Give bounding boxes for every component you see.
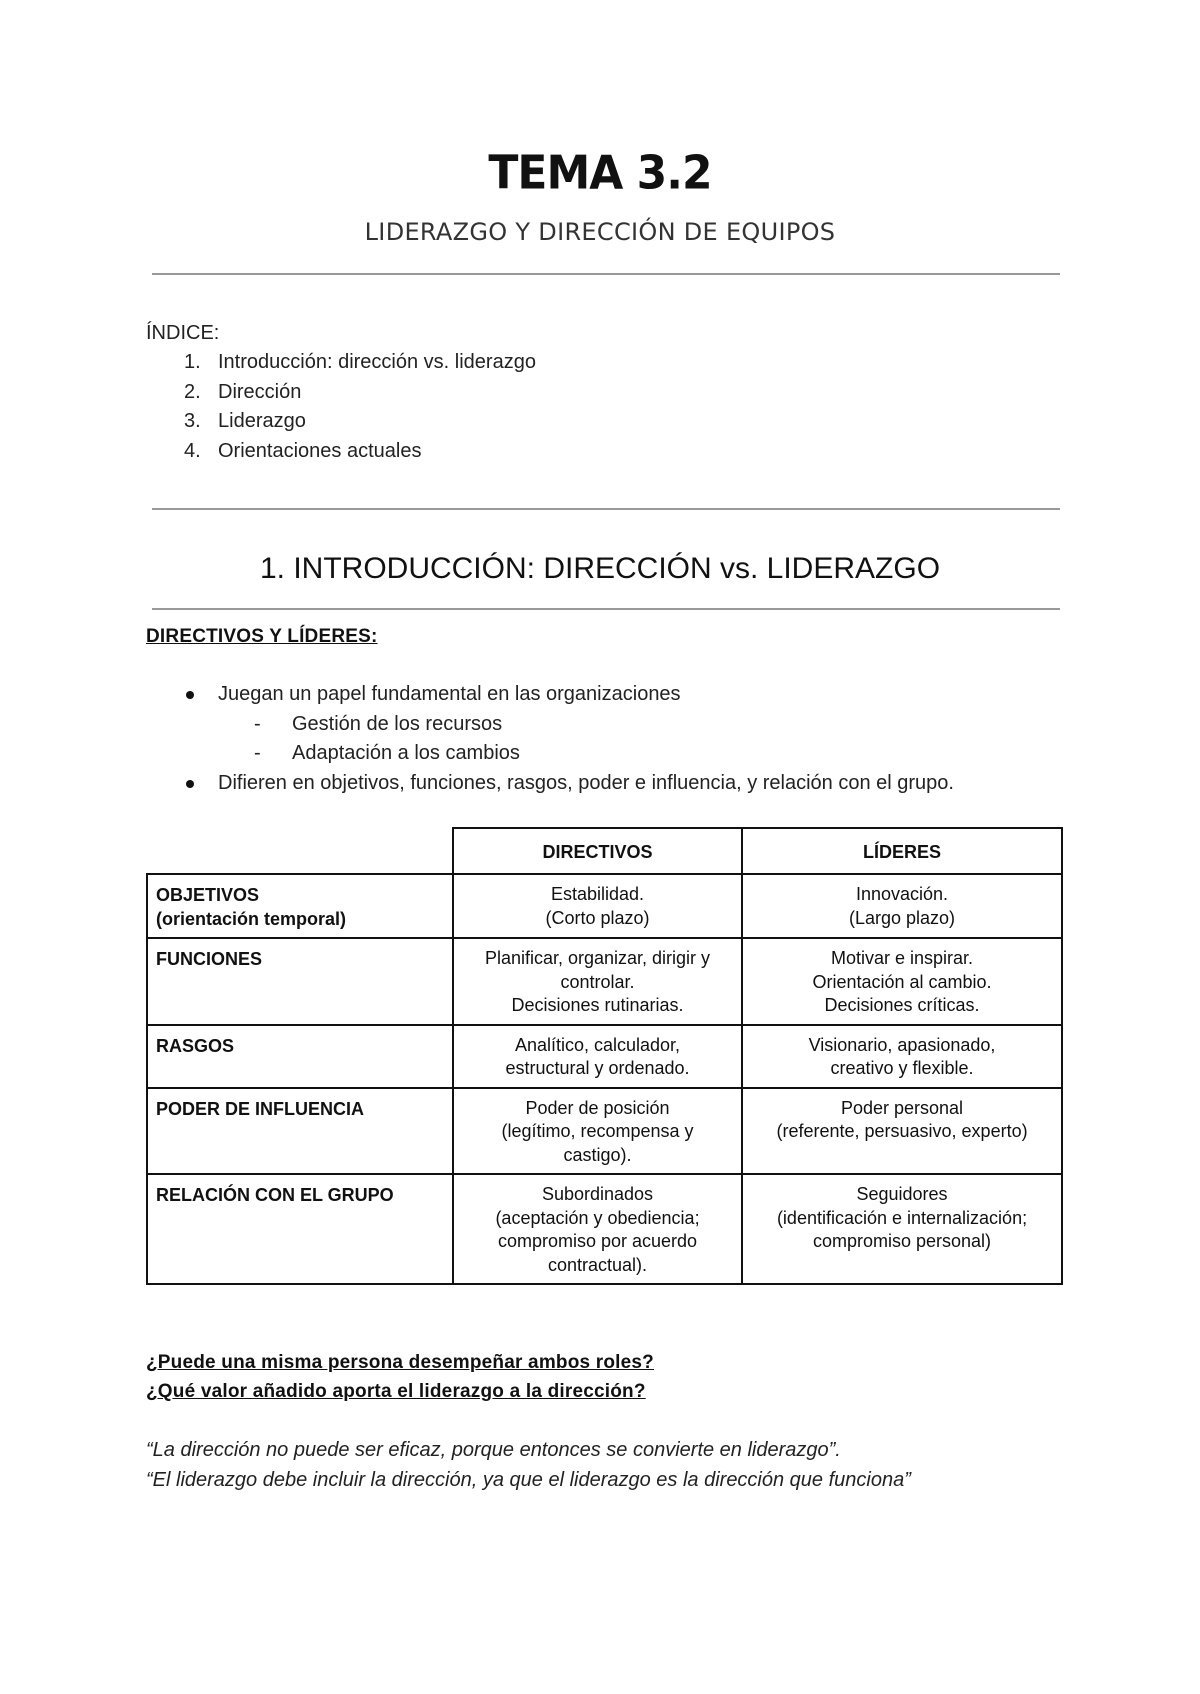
cell-line: controlar.: [560, 971, 635, 992]
document-subtitle: LIDERAZGO Y DIRECCIÓN DE EQUIPOS: [364, 218, 836, 246]
bullet-text: Difieren en objetivos, funciones, rasgos, poder e influencia, y relación con el grupo.: [218, 771, 954, 794]
quote-line: “El liderazgo debe incluir la dirección, ya que el liderazgo es la dirección que funciona”: [146, 1469, 911, 1491]
directivos-cell: [453, 938, 742, 1025]
index-list: [146, 348, 536, 466]
row-header: [147, 1174, 453, 1284]
cell-line: (aceptación y obediencia;: [495, 1207, 700, 1228]
row-header-line: RELACIÓN CON EL GRUPO: [156, 1185, 394, 1205]
sub-bullet-text: Gestión de los recursos: [292, 712, 503, 735]
row-header-line: OBJETIVOS: [156, 885, 260, 905]
cell-line: (identificación e internalización;: [776, 1207, 1028, 1228]
cell-line: estructural y ordenado.: [505, 1058, 690, 1078]
lideres-cell: [742, 1174, 1062, 1284]
cell-line: creativo y flexible.: [830, 1058, 974, 1078]
cell-line: compromiso por acuerdo: [497, 1231, 698, 1251]
quote-line: “La dirección no puede ser eficaz, porque entonces se convierte en liderazgo”.: [146, 1439, 841, 1461]
index-item-number: 3.: [184, 410, 201, 432]
row-header: [147, 938, 453, 1025]
index-item: [146, 348, 536, 378]
row-header-line: (orientación temporal): [156, 909, 347, 929]
comparison-table: [146, 827, 1063, 1285]
cell-line: Subordinados: [541, 1184, 654, 1204]
bullet-icon: [186, 691, 194, 699]
index-item: [146, 378, 536, 408]
directivos-cell: [453, 1174, 742, 1284]
index-item: [146, 437, 536, 467]
index-item: [146, 407, 536, 437]
cell-line: (legítimo, recompensa y: [501, 1121, 694, 1141]
table-row: [147, 938, 1062, 1025]
table-corner-cell: [147, 828, 453, 874]
cell-line: (referente, persuasivo, experto): [776, 1121, 1028, 1141]
row-header: [147, 1025, 453, 1088]
index-item-label: Dirección: [218, 380, 302, 403]
cell-line: Orientación al cambio.: [812, 971, 992, 992]
directivos-cell: [453, 1088, 742, 1175]
table-row: [147, 1025, 1062, 1088]
cell-line: Motivar e inspirar.: [830, 948, 974, 968]
index-heading: ÍNDICE:: [146, 322, 220, 344]
section-title: 1. INTRODUCCIÓN: DIRECCIÓN vs. LIDERAZGO: [259, 552, 941, 585]
cell-line: castigo).: [563, 1144, 632, 1165]
index-item-label: Liderazgo: [218, 410, 306, 432]
horizontal-rule: [152, 608, 1060, 610]
table-row: [147, 1174, 1062, 1284]
question-line: ¿Puede una misma persona desempeñar ambos roles?: [146, 1352, 654, 1373]
cell-line: (Corto plazo): [545, 907, 650, 928]
index-item-label: Introducción: dirección vs. liderazgo: [218, 351, 536, 373]
sub-bullet-item: [146, 710, 954, 740]
table-header-row: [147, 828, 1062, 874]
index-section: [146, 318, 536, 466]
index-item-label: Orientaciones actuales: [218, 439, 422, 462]
cell-line: Estabilidad.: [550, 884, 645, 904]
questions-block: [146, 1348, 654, 1406]
cell-line: Planificar, organizar, dirigir y: [484, 948, 711, 968]
table-row: [147, 874, 1062, 938]
row-header-line: FUNCIONES: [156, 949, 263, 969]
cell-line: Seguidores: [856, 1184, 948, 1204]
cell-line: compromiso personal): [812, 1231, 992, 1251]
question-line: ¿Qué valor añadido aporta el liderazgo a la dirección?: [146, 1381, 646, 1402]
index-item-number: 2.: [184, 380, 201, 403]
bullet-item: [146, 769, 954, 799]
directivos-cell: [453, 1025, 742, 1088]
index-item-number: 1.: [184, 351, 201, 373]
cell-line: Visionario, apasionado,: [808, 1034, 996, 1055]
cell-line: Decisiones rutinarias.: [511, 995, 684, 1015]
sub-bullet-item: [146, 739, 954, 769]
document-title: TEMA 3.2: [488, 146, 712, 201]
cell-line: Poder personal: [840, 1097, 964, 1118]
row-header-line: PODER DE INFLUENCIA: [156, 1098, 365, 1119]
lideres-cell: [742, 938, 1062, 1025]
lideres-cell: [742, 874, 1062, 938]
bullet-text: Juegan un papel fundamental en las organizaciones: [218, 683, 681, 705]
dash-icon: -: [254, 742, 261, 764]
row-header-line: RASGOS: [156, 1035, 235, 1056]
horizontal-rule: [152, 508, 1060, 510]
lideres-cell: [742, 1088, 1062, 1175]
cell-line: Analítico, calculador,: [514, 1034, 681, 1055]
row-header: [147, 1088, 453, 1175]
index-item-number: 4.: [184, 439, 201, 462]
cell-line: Poder de posición: [525, 1097, 670, 1118]
bullet-list: [146, 680, 954, 798]
directivos-cell: [453, 874, 742, 938]
cell-line: Decisiones críticas.: [824, 995, 980, 1015]
table-row: [147, 1088, 1062, 1175]
column-header-lideres: LÍDERES: [742, 828, 1062, 874]
section-subheading: DIRECTIVOS Y LÍDERES:: [146, 626, 378, 647]
row-header: [147, 874, 453, 938]
quotes-block: [146, 1435, 911, 1495]
horizontal-rule: [152, 273, 1060, 275]
cell-line: contractual).: [547, 1254, 648, 1275]
sub-bullet-text: Adaptación a los cambios: [292, 742, 520, 764]
column-header-directivos: DIRECTIVOS: [453, 828, 742, 874]
dash-icon: -: [254, 712, 261, 735]
bullet-icon: [186, 780, 194, 788]
cell-line: (Largo plazo): [848, 907, 956, 928]
cell-line: Innovación.: [855, 884, 949, 904]
bullet-item: [146, 680, 954, 710]
lideres-cell: [742, 1025, 1062, 1088]
